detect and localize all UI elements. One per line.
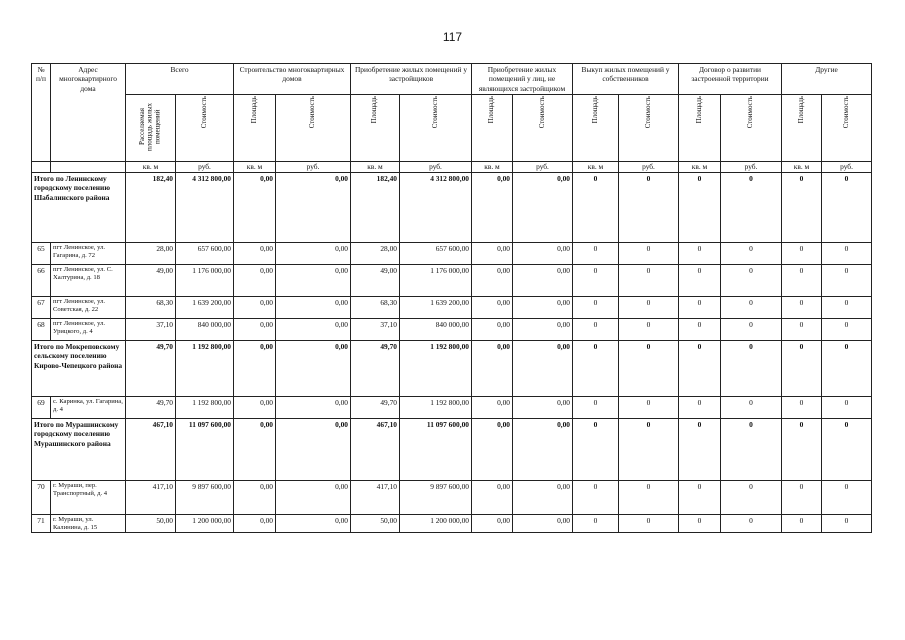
value-cell: 840 000,00 [176, 319, 234, 341]
value-cell: 0 [782, 297, 822, 319]
units-row [32, 162, 872, 173]
value-cell: 0 [679, 397, 721, 419]
value-cell: 0,00 [276, 515, 351, 533]
unit-cell: кв. м [472, 162, 513, 173]
value-cell: 0 [782, 265, 822, 297]
value-cell: 0,00 [472, 173, 513, 243]
value-cell: 0 [721, 297, 782, 319]
value-cell: 28,00 [351, 243, 400, 265]
subheader-cell: Расселяемая площадь жилых помещений [126, 94, 176, 161]
unit-cell: руб. [822, 162, 872, 173]
value-cell: 182,40 [126, 173, 176, 243]
value-cell: 0,00 [513, 319, 573, 341]
value-cell: 0 [679, 173, 721, 243]
value-cell: 0 [822, 297, 872, 319]
unit-cell: кв. м [679, 162, 721, 173]
value-cell: 0 [782, 515, 822, 533]
value-cell: 1 192 800,00 [176, 341, 234, 397]
housing-table [31, 63, 872, 533]
unit-cell: руб. [276, 162, 351, 173]
value-cell: 417,10 [126, 481, 176, 515]
row-address: пгт Ленинское, ул. Урицкого, д. 4 [51, 319, 126, 341]
value-cell: 182,40 [351, 173, 400, 243]
subheader-cell: Стоимость [822, 94, 872, 161]
value-cell: 467,10 [351, 419, 400, 481]
unit-cell: руб. [619, 162, 679, 173]
value-cell: 0 [573, 319, 619, 341]
value-cell: 0 [619, 419, 679, 481]
value-cell: 0 [619, 297, 679, 319]
total-row [32, 173, 872, 243]
subheader-cell: Стоимость [721, 94, 782, 161]
header-group-construction: Строительство многоквартирных домов [234, 64, 351, 95]
header-group-buyout: Выкуп жилых помещений у собственников [573, 64, 679, 95]
value-cell: 0 [619, 243, 679, 265]
value-cell: 0 [721, 481, 782, 515]
total-label: Итого по Ленинскому городскому поселению Шабалинского района [32, 173, 126, 243]
value-cell: 49,00 [126, 265, 176, 297]
total-label: Итого по Мокреповскому сельскому поселению Кирово-Чепецкого района [32, 341, 126, 397]
subheader-cell: Площадь [351, 94, 400, 161]
unit-cell: руб. [513, 162, 573, 173]
value-cell: 50,00 [126, 515, 176, 533]
value-cell: 0 [619, 319, 679, 341]
value-cell: 0 [619, 397, 679, 419]
value-cell: 0 [782, 243, 822, 265]
value-cell: 0 [679, 243, 721, 265]
value-cell: 0,00 [472, 243, 513, 265]
value-cell: 0,00 [513, 397, 573, 419]
value-cell: 0,00 [513, 265, 573, 297]
unit-cell: кв. м [126, 162, 176, 173]
value-cell: 0 [782, 397, 822, 419]
subheader-cell: Стоимость [176, 94, 234, 161]
subheader-cell: Площадь [679, 94, 721, 161]
value-cell: 0 [782, 419, 822, 481]
value-cell: 0 [721, 243, 782, 265]
value-cell: 1 176 000,00 [176, 265, 234, 297]
value-cell: 0 [679, 341, 721, 397]
value-cell: 1 639 200,00 [176, 297, 234, 319]
row-number: 69 [32, 397, 51, 419]
subheader-cell: Площадь [782, 94, 822, 161]
row-address: пгт Ленинское, ул. С. Халтурина, д. 18 [51, 265, 126, 297]
value-cell: 0 [782, 319, 822, 341]
value-cell: 0,00 [276, 481, 351, 515]
value-cell: 417,10 [351, 481, 400, 515]
value-cell: 11 097 600,00 [400, 419, 472, 481]
row-number: 67 [32, 297, 51, 319]
value-cell: 0,00 [513, 481, 573, 515]
unit-cell: руб. [176, 162, 234, 173]
value-cell: 0,00 [234, 243, 276, 265]
value-cell: 0,00 [234, 481, 276, 515]
value-cell: 0 [822, 243, 872, 265]
unit-cell: кв. м [234, 162, 276, 173]
row-number: 71 [32, 515, 51, 533]
value-cell: 1 192 800,00 [400, 341, 472, 397]
subheader-row [32, 94, 872, 161]
value-cell: 0,00 [513, 297, 573, 319]
value-cell: 0 [822, 397, 872, 419]
value-cell: 0,00 [276, 419, 351, 481]
value-cell: 0,00 [472, 319, 513, 341]
value-cell: 657 600,00 [176, 243, 234, 265]
value-cell: 1 176 000,00 [400, 265, 472, 297]
value-cell: 1 200 000,00 [400, 515, 472, 533]
value-cell: 0 [721, 341, 782, 397]
value-cell: 0,00 [234, 319, 276, 341]
value-cell: 0 [782, 173, 822, 243]
value-cell: 9 897 600,00 [400, 481, 472, 515]
value-cell: 68,30 [351, 297, 400, 319]
row-address: с. Каринка, ул. Гагарина, д. 4 [51, 397, 126, 419]
value-cell: 0,00 [513, 515, 573, 533]
value-cell: 0 [721, 419, 782, 481]
row-address: г. Мураши, пер. Транспортный, д. 4 [51, 481, 126, 515]
value-cell: 37,10 [351, 319, 400, 341]
value-cell: 0,00 [234, 419, 276, 481]
value-cell: 0,00 [472, 297, 513, 319]
value-cell: 50,00 [351, 515, 400, 533]
value-cell: 0 [619, 481, 679, 515]
header-group-development-contract: Договор о развитии застроенной территории [679, 64, 782, 95]
unit-cell: кв. м [782, 162, 822, 173]
value-cell: 840 000,00 [400, 319, 472, 341]
row-number: 70 [32, 481, 51, 515]
value-cell: 0,00 [276, 173, 351, 243]
value-cell: 1 639 200,00 [400, 297, 472, 319]
header-num: № п/п [32, 64, 51, 162]
value-cell: 0 [782, 481, 822, 515]
row-number: 65 [32, 243, 51, 265]
header-group-total: Всего [126, 64, 234, 95]
row-number: 68 [32, 319, 51, 341]
unit-cell: кв. м [573, 162, 619, 173]
value-cell: 0 [619, 341, 679, 397]
value-cell: 4 312 800,00 [400, 173, 472, 243]
value-cell: 0 [721, 319, 782, 341]
value-cell: 9 897 600,00 [176, 481, 234, 515]
subheader-cell: Площадь [472, 94, 513, 161]
value-cell: 0 [573, 515, 619, 533]
value-cell: 0 [573, 297, 619, 319]
value-cell: 0 [822, 265, 872, 297]
value-cell: 49,70 [351, 341, 400, 397]
row-number: 66 [32, 265, 51, 297]
subheader-cell: Площадь [234, 94, 276, 161]
value-cell: 0,00 [472, 515, 513, 533]
value-cell: 0 [573, 243, 619, 265]
value-cell: 49,00 [351, 265, 400, 297]
table-row [32, 481, 872, 515]
subheader-cell: Стоимость [513, 94, 573, 161]
value-cell: 0 [782, 341, 822, 397]
value-cell: 0,00 [234, 341, 276, 397]
value-cell: 0,00 [276, 243, 351, 265]
header-group-other: Другие [782, 64, 872, 95]
value-cell: 1 200 000,00 [176, 515, 234, 533]
value-cell: 0 [679, 297, 721, 319]
table-row [32, 319, 872, 341]
table-row [32, 297, 872, 319]
value-cell: 0,00 [276, 397, 351, 419]
header-address: Адрес многоквартирного дома [51, 64, 126, 162]
value-cell: 0,00 [234, 397, 276, 419]
unit-cell: руб. [400, 162, 472, 173]
row-address: г. Мураши, ул. Калинина, д. 15 [51, 515, 126, 533]
value-cell: 0,00 [472, 419, 513, 481]
value-cell: 0 [721, 397, 782, 419]
value-cell: 0,00 [276, 341, 351, 397]
value-cell: 0,00 [234, 173, 276, 243]
header-row [32, 64, 872, 95]
table-row [32, 265, 872, 297]
value-cell: 49,70 [351, 397, 400, 419]
value-cell: 1 192 800,00 [400, 397, 472, 419]
value-cell: 11 097 600,00 [176, 419, 234, 481]
value-cell: 0 [573, 397, 619, 419]
value-cell: 0 [679, 265, 721, 297]
value-cell: 0 [822, 173, 872, 243]
row-address: пгт Ленинское, ул. Советская, д. 22 [51, 297, 126, 319]
value-cell: 0,00 [276, 297, 351, 319]
value-cell: 0,00 [472, 481, 513, 515]
value-cell: 0 [822, 419, 872, 481]
value-cell: 0 [822, 481, 872, 515]
value-cell: 0 [573, 341, 619, 397]
row-address: пгт Ленинское, ул. Гагарина, д. 72 [51, 243, 126, 265]
value-cell: 28,00 [126, 243, 176, 265]
value-cell: 0,00 [234, 515, 276, 533]
value-cell: 0 [573, 481, 619, 515]
value-cell: 0,00 [513, 243, 573, 265]
value-cell: 0,00 [513, 341, 573, 397]
value-cell: 0 [679, 481, 721, 515]
value-cell: 467,10 [126, 419, 176, 481]
value-cell: 0 [721, 515, 782, 533]
value-cell: 0 [721, 265, 782, 297]
value-cell: 0 [822, 341, 872, 397]
value-cell: 37,10 [126, 319, 176, 341]
value-cell: 0 [679, 515, 721, 533]
value-cell: 0 [619, 515, 679, 533]
value-cell: 0,00 [276, 319, 351, 341]
value-cell: 0 [822, 319, 872, 341]
value-cell: 0,00 [276, 265, 351, 297]
value-cell: 0,00 [234, 265, 276, 297]
value-cell: 0 [573, 419, 619, 481]
value-cell: 0,00 [234, 297, 276, 319]
value-cell: 0,00 [513, 173, 573, 243]
value-cell: 1 192 800,00 [176, 397, 234, 419]
subheader-cell: Стоимость [276, 94, 351, 161]
value-cell: 0,00 [472, 265, 513, 297]
value-cell: 0 [679, 419, 721, 481]
value-cell: 4 312 800,00 [176, 173, 234, 243]
page-number: 117 [442, 30, 463, 44]
value-cell: 0 [573, 265, 619, 297]
subheader-cell: Стоимость [400, 94, 472, 161]
unit-cell: кв. м [351, 162, 400, 173]
unit-cell-empty [51, 162, 126, 173]
value-cell: 0 [619, 265, 679, 297]
value-cell: 68,30 [126, 297, 176, 319]
value-cell: 0,00 [472, 397, 513, 419]
header-group-purchase-nondevelopers: Приобретение жилых помещений у лиц, не являющихся застройщиком [472, 64, 573, 95]
subheader-cell: Площадь [573, 94, 619, 161]
value-cell: 0,00 [472, 341, 513, 397]
value-cell: 49,70 [126, 341, 176, 397]
value-cell: 0 [721, 173, 782, 243]
value-cell: 0 [822, 515, 872, 533]
header-group-purchase-developers: Приобретение жилых помещений у застройщиков [351, 64, 472, 95]
value-cell: 0,00 [513, 419, 573, 481]
table-row [32, 397, 872, 419]
total-row [32, 341, 872, 397]
subheader-cell: Стоимость [619, 94, 679, 161]
total-label: Итого по Мурашинскому городскому поселению Мурашинского района [32, 419, 126, 481]
value-cell: 0 [679, 319, 721, 341]
unit-cell-empty [32, 162, 51, 173]
value-cell: 49,70 [126, 397, 176, 419]
unit-cell: руб. [721, 162, 782, 173]
total-row [32, 419, 872, 481]
value-cell: 0 [619, 173, 679, 243]
value-cell: 657 600,00 [400, 243, 472, 265]
table-row [32, 243, 872, 265]
value-cell: 0 [573, 173, 619, 243]
table-row [32, 515, 872, 533]
